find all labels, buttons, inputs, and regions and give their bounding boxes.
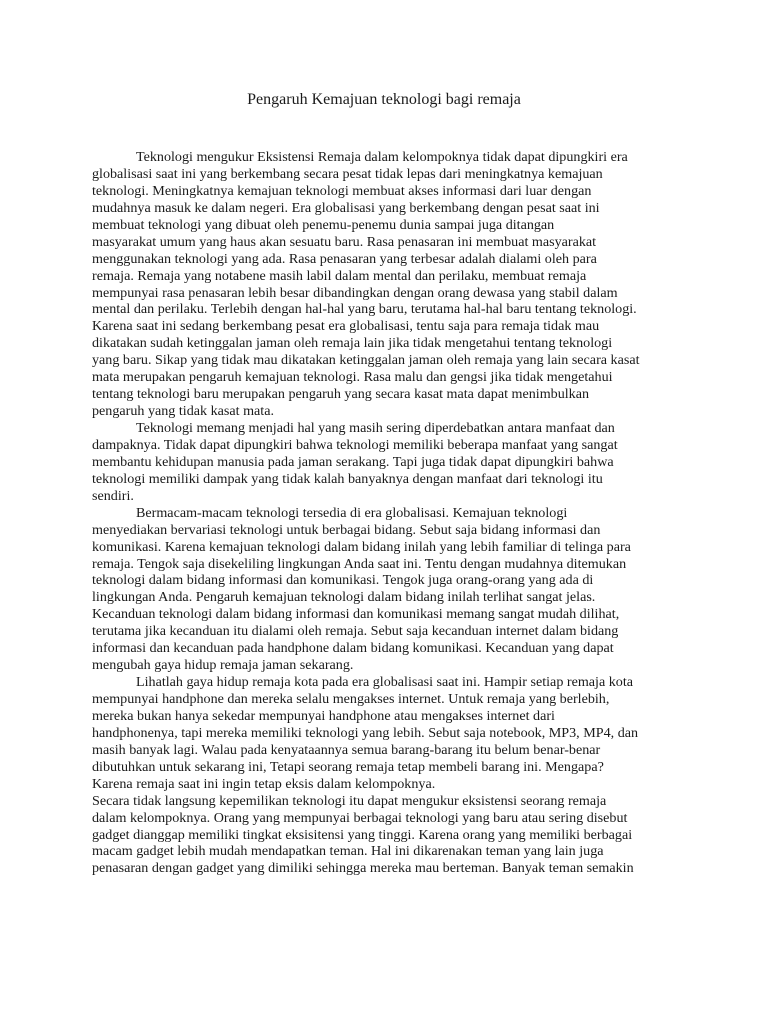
text-line: dibutuhkan untuk sekarang ini, Tetapi seorang remaja tetap membeli barang ini. Mengapa?: [92, 758, 604, 775]
text-line: globalisasi saat ini yang berkembang secara pesat tidak lepas dari meningkatnya kemajuan: [92, 165, 603, 182]
text-line: mudahnya masuk ke dalam negeri. Era globalisasi yang berkembang dengan pesat saat ini: [92, 199, 600, 216]
text-line: mereka bukan hanya sekedar mempunyai handphone atau mengakses internet dari: [92, 707, 555, 724]
text-line: dalam kelompoknya. Orang yang mempunyai berbagai teknologi yang baru atau sering disebut: [92, 809, 628, 826]
text-line: terutama jika kecanduan itu dialami oleh remaja. Sebut saja kecanduan internet dalam bidang: [92, 623, 619, 640]
text-line: informasi dan kecanduan pada handphone dalam bidang komunikasi. Kecanduan yang dapat: [92, 640, 614, 657]
text-line: Bermacam-macam teknologi tersedia di era globalisasi. Kemajuan teknologi: [136, 504, 568, 521]
text-line: masih banyak lagi. Walau pada kenyataannya semua barang-barang itu belum benar-benar: [92, 741, 601, 758]
text-line: Teknologi mengukur Eksistensi Remaja dalam kelompoknya tidak dapat dipungkiri era: [136, 149, 628, 165]
text-line: macam gadget lebih mudah mendapatkan teman. Hal ini dikarenakan teman yang lain juga: [92, 843, 604, 860]
text-line: komunikasi. Karena kemajuan teknologi dalam bidang inilah yang lebih familiar di telinga para: [92, 538, 631, 555]
text-line: remaja. Tengok saja disekeliling lingkungan Anda saat ini. Tentu dengan mudahnya ditemukan: [92, 555, 627, 572]
text-line: masyarakat umum yang haus akan sesuatu baru. Rasa penasaran ini membuat masyarakat: [92, 233, 597, 250]
text-line: mental dan perilaku. Terlebih dengan hal-hal yang baru, terutama hal-hal baru tentang teknologi.: [92, 301, 637, 318]
text-line: remaja. Remaja yang notabene masih labil dalam mental dan perilaku, membuat remaja: [92, 267, 587, 284]
text-line: handphonenya, tapi mereka memiliki teknologi yang lebih. Sebut saja notebook, MP3, MP4, dan: [92, 724, 639, 741]
text-line: membantu kehidupan manusia pada jaman serakang. Tapi juga tidak dapat dipungkiri bahwa: [92, 453, 614, 470]
text-line: teknologi memiliki dampak yang tidak kalah banyaknya dengan manfaat dari teknologi itu: [92, 470, 603, 487]
text-line: mempunyai rasa penasaran lebih besar dibandingkan dengan orang dewasa yang stabil dalam: [92, 284, 618, 301]
text-line: teknologi. Meningkatnya kemajuan teknologi membuat akses informasi dari luar dengan: [92, 182, 592, 199]
text-line: lingkungan Anda. Pengaruh kemajuan teknologi dalam bidang inilah terlihat sangat jelas.: [92, 589, 596, 606]
text-line: penasaran dengan gadget yang dimiliki sehingga mereka mau berteman. Banyak teman semakin: [92, 860, 634, 877]
text-line: mata merupakan pengaruh kemajuan teknologi. Rasa malu dan gengsi jika tidak mengetahui: [92, 369, 613, 386]
text-line: menyediakan bervariasi teknologi untuk berbagai bidang. Sebut saja bidang informasi dan: [92, 521, 601, 538]
text-line: mempunyai handphone dan mereka selalu mengakses internet. Untuk remaja yang berlebih,: [92, 691, 610, 707]
text-line: pengaruh yang tidak kasat mata.: [92, 403, 274, 420]
text-line: teknologi dalam bidang informasi dan komunikasi. Tengok juga orang-orang yang ada di: [92, 572, 594, 589]
text-line: dampaknya. Tidak dapat dipungkiri bahwa teknologi memiliki beberapa manfaat yang sangat: [92, 436, 618, 453]
text-line: membuat teknologi yang dibuat oleh penemu-penemu dunia sampai juga ditangan: [92, 216, 555, 233]
text-line: yang baru. Sikap yang tidak mau dikatakan ketinggalan jaman oleh remaja yang lain secara kasat: [92, 352, 640, 369]
text-line: Kecanduan teknologi dalam bidang informasi dan komunikasi memang sangat mudah dilihat,: [92, 606, 620, 623]
text-line: dikatakan sudah ketinggalan jaman oleh remaja lain jika tidak mengetahui tentang teknologi: [92, 335, 613, 352]
text-line: Lihatlah gaya hidup remaja kota pada era globalisasi saat ini. Hampir setiap remaja kota: [136, 674, 634, 691]
text-line: Teknologi memang menjadi hal yang masih sering diperdebatkan antara manfaat dan: [136, 420, 615, 436]
text-line: Karena remaja saat ini ingin tetap eksis dalam kelompoknya.: [92, 775, 436, 792]
text-line: tentang teknologi baru merupakan pengaruh yang secara kasat mata dapat menimbulkan: [92, 386, 590, 403]
text-line: Karena saat ini sedang berkembang pesat era globalisasi, tentu saja para remaja tidak mau: [92, 318, 600, 335]
document-title: Pengaruh Kemajuan teknologi bagi remaja: [247, 91, 521, 108]
document-body: [92, 149, 682, 877]
text-line: sendiri.: [92, 487, 134, 504]
text-line: Secara tidak langsung kepemilikan teknologi itu dapat mengukur eksistensi seorang remaja: [92, 792, 607, 809]
text-line: menggunakan teknologi yang ada. Rasa penasaran yang terbesar adalah dialami oleh para: [92, 250, 597, 267]
text-line: gadget dianggap memiliki tingkat eksisitensi yang tinggi. Karena orang yang memiliki berbagai: [92, 826, 633, 843]
text-line: mengubah gaya hidup remaja jaman sekarang.: [92, 657, 354, 674]
